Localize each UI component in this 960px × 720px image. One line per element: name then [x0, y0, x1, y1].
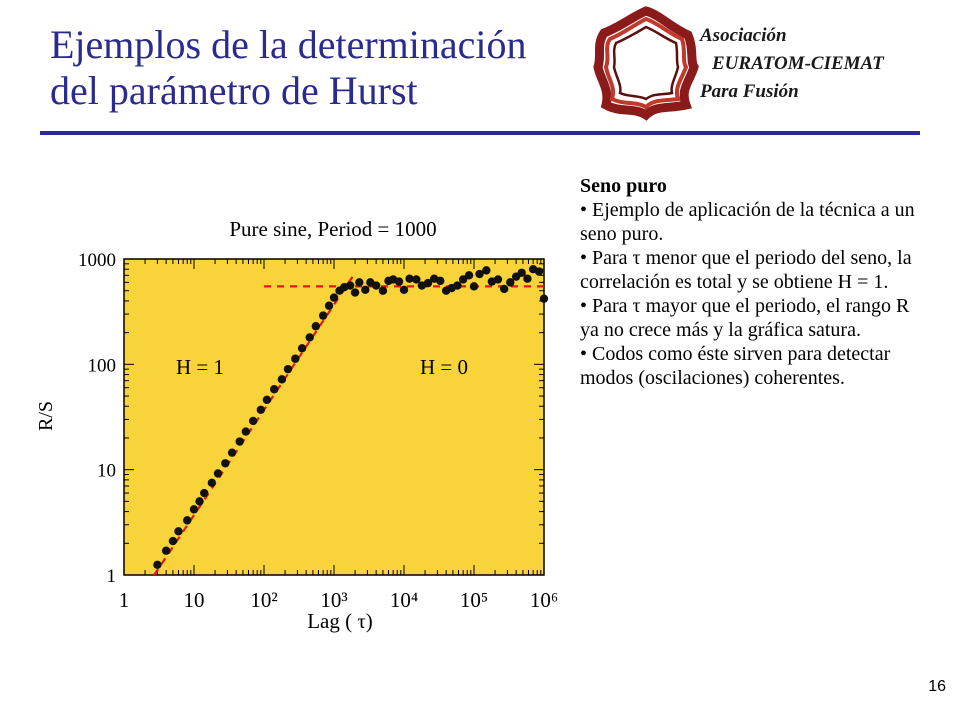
data-point — [162, 547, 170, 555]
data-point — [208, 479, 216, 487]
data-point — [494, 275, 502, 283]
euratom-ciemat-logo-icon — [590, 5, 702, 121]
data-point — [351, 288, 359, 296]
bullet-2: • Para τ menor que el periodo del seno, la correlación es total y se obtiene H = 1. — [580, 247, 912, 293]
data-point — [190, 505, 198, 513]
bullet-1: • Ejemplo de aplicación de la técnica a un seno puro. — [580, 199, 915, 245]
panel-heading: Seno puro — [580, 175, 667, 197]
x-tick-label: 10³ — [320, 588, 348, 612]
data-point — [436, 277, 444, 285]
data-point — [330, 293, 338, 301]
x-tick-label: 10⁵ — [459, 588, 489, 612]
annotation-h1: H = 1 — [176, 355, 225, 379]
data-point — [174, 527, 182, 535]
x-tick-label: 10⁴ — [389, 588, 419, 612]
data-point — [183, 516, 191, 524]
data-point — [355, 278, 363, 286]
org-line-2: EURATOM-CIEMAT — [712, 53, 884, 74]
data-point — [278, 375, 286, 383]
y-tick-label: 100 — [87, 355, 116, 377]
data-point — [482, 266, 490, 274]
slide-title-line-1: Ejemplos de la determinación — [50, 22, 527, 67]
data-point — [361, 286, 369, 294]
data-point — [214, 469, 222, 477]
bullet-3: • Para τ mayor que el periodo, el rango R ya no crece más y la gráfica satura. — [580, 295, 910, 341]
data-point — [535, 267, 543, 275]
explanation-panel — [580, 174, 920, 390]
data-point — [319, 311, 327, 319]
data-point — [500, 285, 508, 293]
data-point — [400, 286, 408, 294]
y-axis-label: R/S — [35, 400, 57, 432]
data-point — [221, 459, 229, 467]
x-axis-label: Lag ( τ) — [307, 609, 373, 633]
data-point — [346, 281, 354, 289]
data-point — [195, 497, 203, 505]
x-tick-label: 10 — [183, 588, 205, 612]
data-point — [325, 302, 333, 310]
x-tick-label: 10² — [250, 588, 278, 612]
slide-title-line-2: del parámetro de Hurst — [50, 68, 418, 113]
data-point — [306, 333, 314, 341]
data-point — [263, 396, 271, 404]
data-point — [395, 277, 403, 285]
page-number: 16 — [928, 678, 946, 695]
annotation-h0: H = 0 — [420, 355, 469, 379]
data-point — [153, 561, 161, 569]
data-point — [523, 275, 531, 283]
data-point — [284, 365, 292, 373]
x-tick-label: 1 — [118, 588, 130, 612]
org-line-3: Para Fusión — [700, 81, 799, 102]
org-line-1: Asociación — [700, 25, 787, 46]
data-point — [465, 271, 473, 279]
data-point — [257, 406, 265, 414]
data-point — [242, 427, 250, 435]
data-point — [169, 537, 177, 545]
chart-title: Pure sine, Period = 1000 — [229, 217, 437, 241]
organization-name — [700, 22, 884, 106]
data-point — [453, 281, 461, 289]
data-point — [540, 294, 548, 302]
data-point — [249, 417, 257, 425]
data-point — [291, 355, 299, 363]
data-point — [270, 385, 278, 393]
y-tick-label: 1 — [106, 566, 116, 587]
data-point — [470, 282, 478, 290]
x-tick-label: 10⁶ — [529, 588, 559, 612]
data-point — [298, 344, 306, 352]
bullet-4: • Codos como éste sirven para detectar modos (oscilaciones) coherentes. — [580, 343, 891, 389]
data-point — [379, 287, 387, 295]
data-point — [236, 437, 244, 445]
data-point — [228, 448, 236, 456]
data-point — [312, 322, 320, 330]
y-tick-label: 10 — [97, 460, 116, 482]
y-tick-label: 1000 — [78, 250, 116, 271]
data-point — [200, 489, 208, 497]
data-point — [372, 281, 380, 289]
